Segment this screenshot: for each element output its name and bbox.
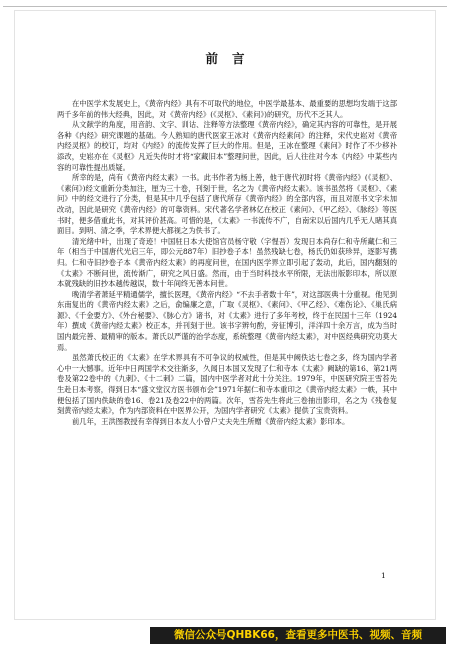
- paragraph: 虽然萧氏校正的《太素》在学术界具有不可争议的权威性，但是其中阙佚达七卷之多，终为国内学者心中一大憾事。近年中日两国学术交往渐多，久闻日本国又发现了仁和寺本《太素》阙缺的第16、第21两卷及第22卷中的《九刺》、《十二刺》二篇，国内中医学者对此十分关注。1979年，中医研究院王雪苔先生赴日本考察，得到日本“盛文堂汉方医书颁布会”1971年据仁和寺本重印之《黄帝内经太素》一帙，其中便包括了国内佚缺的卷16、卷21及卷22中的两篇。次年，雪苔先生将此三卷抽出影印，名之为《残卷复刻黄帝内经太素》，作为内部资料在中医界公开，为国内学者研究《太素》提供了宝贵资料。: [57, 353, 397, 416]
- paragraph: 在中医学术发展史上，《黄帝内经》具有不可取代的地位，中医学最基本、最重要的思想均发端于这部两千多年前的伟大经典，因此，对《黄帝内经》(《灵枢》、《素问》)的研究，历代不乏其人。: [57, 99, 397, 119]
- promo-banner-text: 微信公众号QHBK66，查看更多中医书、视频、音频: [150, 627, 446, 644]
- document-page: [14, 10, 436, 620]
- paragraph: 从文献学的角度，用音韵、文字、训诂、注释等方法整理《黄帝内经》，确定其内容的可靠性，是开展各种《内经》研究课题的基础。今人熟知的唐代医家王冰对《黄帝内经素问》的注释，宋代史崧对《黄帝内经灵枢》的校订，均对《内经》的流传发挥了巨大的作用。但是，王冰在整理《素问》时作了不少移补添改，史崧亦在《灵枢》凡近失传时才将“家藏旧本”整理问世，因此，后人往往对今本《内经》中某些内容的可靠性提出质疑。: [57, 120, 397, 172]
- body-text: [57, 99, 397, 427]
- paragraph: 晚清学者萧延平精通儒学，擅长医理，《黄帝内经》“不去手者数十年”，对这部医典十分重视。他见到东南复出的《黄帝内经太素》之后，俞编廉之意，广取《灵枢》、《素问》、《甲乙经》、《难伤论》、《巢氏病源》、《千金要方》、《外台秘要》、《脉心方》诸书，对《太素》进行了多年考校，终于在民国十三年（1924年）撰成《黄帝内经太素》校正本，并刊刻于世。该书字辨句酌，旁征博引，洋洋四十余万言，成为当时国内最完善、最精审的版本。萧氏以严谨的治学态度，系统整理《黄帝内经太素》，对中医经典研究功莫大焉。: [57, 289, 397, 352]
- paragraph: 所幸的是，尚有《黄帝内经太素》一书。此书作者为杨上善，他于唐代初时将《黄帝内经》(《灵枢》、《素问》)经文重新分类加注，厘为三十卷，刊刻于世，名之为《黄帝内经太素》。该书虽然将《灵枢》、《素问》中的经文进行了分类，但是其中几乎包括了唐代所存《黄帝内经》的全部内容，而且对原书文字未加改动，因此是研究《黄帝内经》的可靠资料。宋代著名学者林亿在校正《素问》、《甲乙经》、《脉经》等医书时，便多借重此书，对其评价甚高。可惜的是，《太素》一书流传不广，自南宋以后国内几乎无人睹其真面目。到明、清之季，学术界便大都视之为佚书了。: [57, 173, 397, 236]
- footer-banner: [0, 624, 450, 650]
- page-title: 前言: [205, 51, 259, 66]
- viewer-top-rule: [3, 6, 447, 7]
- paragraph: 前几年，王洪图教授有幸得到日本友人小曾户丈夫先生所赠《黄帝内经太素》影印本。: [72, 416, 350, 426]
- paragraph: 清光绪中叶，出现了奇迹！中国驻日本大使馆官员杨守敬（字惺吾）发现日本尚存仁和寺所藏仁和三年（相当于中国唐代光启三年，即公元887年）旧抄卷子本！虽然残缺七卷，杨氏仍如获珍异，逐影写携归。仁和寺旧抄卷子本《黄帝内经太素》的再度问世，在国内医学界立即引起了轰动，此后，国内翻刻的《太素》不断问世，流传渐广，研究之风日盛。然而，由于当时科技水平所限，无法出版影印本，所以原本就残缺的旧抄本越传越误，数十年间终无善本问世。: [57, 236, 397, 289]
- page-number: 1: [381, 571, 386, 580]
